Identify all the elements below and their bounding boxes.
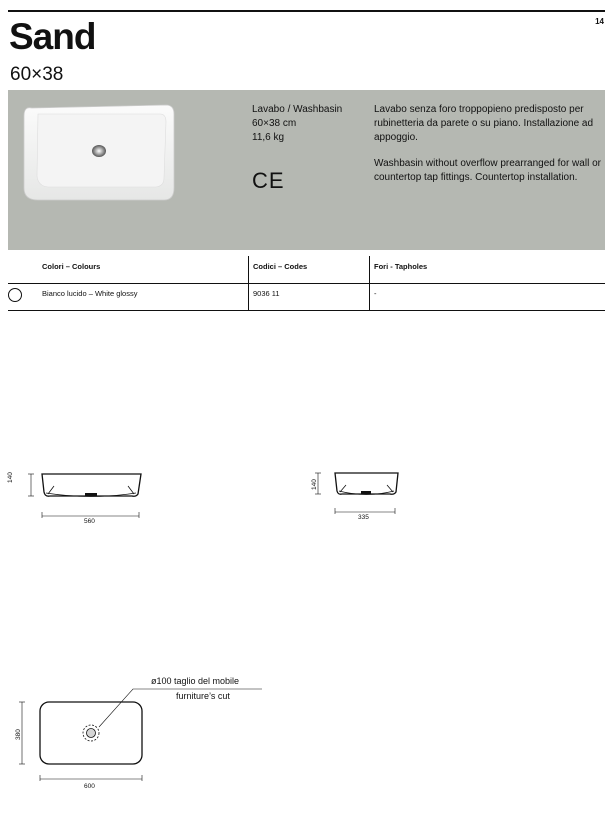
header-tapholes: Fori - Tapholes <box>374 262 428 271</box>
product-description <box>374 103 606 185</box>
side-width-label: 335 <box>358 514 369 521</box>
product-weight: 11,6 kg <box>252 132 285 143</box>
front-width-label: 560 <box>84 518 95 525</box>
description-english: Washbasin without overflow prearranged for wall or countertop tap fittings. Countertop installation. <box>374 158 601 183</box>
product-size-subtitle: 60×38 <box>10 64 64 85</box>
table-row-tapholes: - <box>374 289 377 298</box>
product-title: Sand <box>9 16 96 57</box>
furniture-cut-label-en: furniture’s cut <box>176 691 230 701</box>
table-row-colour: Bianco lucido – White glossy <box>42 289 138 298</box>
product-dimensions: 60×38 cm <box>252 118 297 129</box>
product-type: Lavabo / Washbasin <box>252 104 343 115</box>
header-codes: Codici – Codes <box>253 262 308 271</box>
top-width-label: 600 <box>84 783 95 790</box>
table-bottom-rule <box>8 310 605 311</box>
top-height-label: 380 <box>15 729 22 740</box>
top-plan-drawing <box>10 675 290 795</box>
white-colour-swatch-icon <box>8 288 22 302</box>
furniture-cut-label-it: ø100 taglio del mobile <box>151 676 240 686</box>
description-italian: Lavabo senza foro troppopieno predisposto per rubinetteria da parete o su piano. Installazione ad appoggio. <box>374 104 594 143</box>
washbasin-photo <box>8 90 208 250</box>
ce-mark-icon: CE <box>252 168 285 193</box>
product-spec <box>252 103 342 145</box>
top-rule <box>8 10 605 12</box>
side-height-label: 140 <box>311 479 318 490</box>
front-height-label: 140 <box>7 472 14 483</box>
table-row-code: 9036 11 <box>253 289 280 298</box>
table-header-rule <box>8 283 605 284</box>
header-colours: Colori – Colours <box>42 262 101 271</box>
page-number: 14 <box>595 17 604 26</box>
